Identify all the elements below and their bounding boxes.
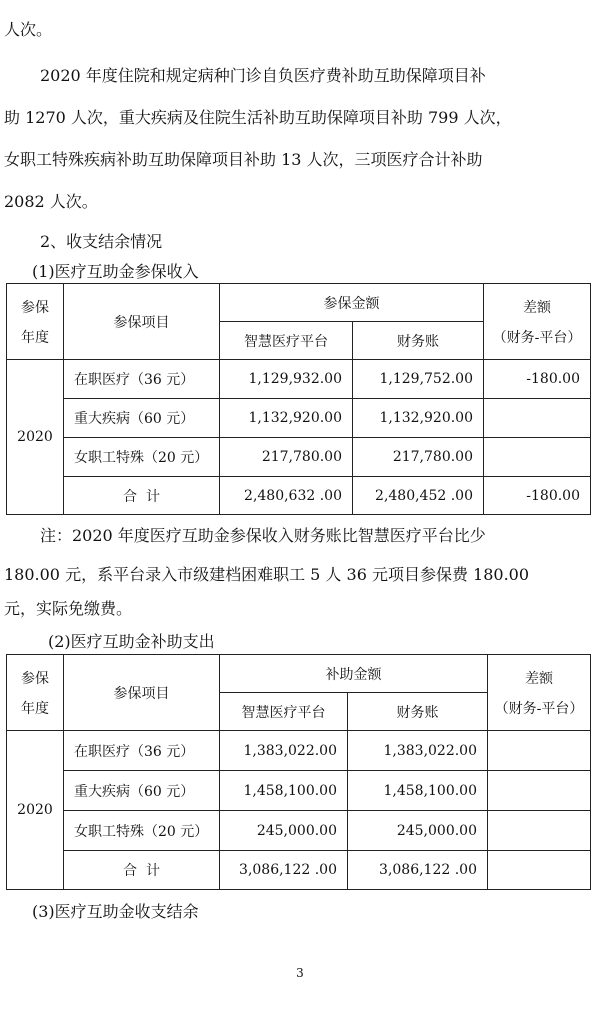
- item-cell: 女职工特殊（20 元）: [64, 811, 220, 851]
- text-line-continued: 人次。: [4, 20, 53, 39]
- section-heading: 2、收支结余情况: [40, 232, 163, 251]
- page-number: 3: [296, 966, 304, 980]
- finance-cell: 2,480,452 .00: [353, 477, 484, 515]
- header-year-line2: 年度: [21, 700, 49, 717]
- header-year-line1: 参保: [21, 670, 49, 687]
- header-diff: [488, 655, 591, 731]
- platform-cell: 217,780.00: [220, 438, 353, 477]
- table-row: [7, 360, 591, 399]
- diff-cell: [488, 851, 591, 890]
- paragraph-line: 女职工特殊疾病补助互助保障项目补助 13 人次，三项医疗合计补助: [4, 150, 483, 169]
- table-row: [7, 438, 591, 477]
- platform-cell: 1,132,920.00: [220, 399, 353, 438]
- header-year: [7, 284, 64, 360]
- item-cell: 重大疾病（60 元）: [64, 771, 220, 811]
- platform-cell: 3,086,122 .00: [220, 851, 348, 890]
- subsection-heading: (3)医疗互助金收支结余: [32, 902, 199, 921]
- header-item: 参保项目: [64, 284, 220, 360]
- finance-cell: 1,458,100.00: [348, 771, 488, 811]
- finance-cell: 1,132,920.00: [353, 399, 484, 438]
- diff-cell: [484, 438, 591, 477]
- year-cell: 2020: [7, 360, 64, 515]
- platform-cell: 2,480,632 .00: [220, 477, 353, 515]
- header-diff-line2: （财务-平台）: [492, 329, 582, 346]
- header-year: [7, 655, 64, 731]
- header-diff-line2: （财务-平台）: [494, 700, 584, 717]
- header-amount: 参保金额: [220, 284, 484, 322]
- header-year-line2: 年度: [21, 329, 49, 346]
- note-line: 180.00 元，系平台录入市级建档困难职工 5 人 36 元项目参保费 180.00: [4, 565, 530, 584]
- paragraph-line: 2020 年度住院和规定病种门诊自负医疗费补助互助保障项目补: [40, 66, 486, 85]
- header-finance: 财务账: [353, 322, 484, 360]
- item-cell: 合 计: [64, 851, 220, 890]
- header-diff-line1: 差额: [523, 299, 551, 316]
- subsection-heading: (1)医疗互助金参保收入: [32, 262, 199, 281]
- diff-cell: -180.00: [484, 477, 591, 515]
- paragraph-line: 2082 人次。: [4, 192, 98, 211]
- item-cell: 在职医疗（36 元）: [64, 360, 220, 399]
- finance-cell: 1,383,022.00: [348, 731, 488, 771]
- diff-cell: [488, 731, 591, 771]
- header-item: 参保项目: [64, 655, 220, 731]
- paragraph-line: 助 1270 人次，重大疾病及住院生活补助互助保障项目补助 799 人次，: [4, 108, 512, 127]
- diff-cell: [484, 399, 591, 438]
- table-row: [7, 811, 591, 851]
- table-row: [7, 399, 591, 438]
- platform-cell: 1,129,932.00: [220, 360, 353, 399]
- item-cell: 在职医疗（36 元）: [64, 731, 220, 771]
- diff-cell: [488, 771, 591, 811]
- header-diff: [484, 284, 591, 360]
- platform-cell: 1,458,100.00: [220, 771, 348, 811]
- platform-cell: 1,383,022.00: [220, 731, 348, 771]
- item-cell: 合 计: [64, 477, 220, 515]
- item-cell: 女职工特殊（20 元）: [64, 438, 220, 477]
- finance-cell: 1,129,752.00: [353, 360, 484, 399]
- header-diff-line1: 差额: [525, 670, 553, 687]
- table-row-total: [7, 851, 591, 890]
- platform-cell: 245,000.00: [220, 811, 348, 851]
- header-platform: 智慧医疗平台: [220, 322, 353, 360]
- diff-cell: -180.00: [484, 360, 591, 399]
- item-cell: 重大疾病（60 元）: [64, 399, 220, 438]
- finance-cell: 217,780.00: [353, 438, 484, 477]
- finance-cell: 245,000.00: [348, 811, 488, 851]
- header-amount: 补助金额: [220, 655, 488, 693]
- diff-cell: [488, 811, 591, 851]
- finance-cell: 3,086,122 .00: [348, 851, 488, 890]
- expense-table: [6, 654, 591, 890]
- note-line: 元，实际免缴费。: [4, 599, 133, 618]
- table-row: [7, 731, 591, 771]
- year-cell: 2020: [7, 731, 64, 890]
- income-table: [6, 283, 591, 515]
- header-finance: 财务账: [348, 693, 488, 731]
- table-row-total: [7, 477, 591, 515]
- header-platform: 智慧医疗平台: [220, 693, 348, 731]
- note-line: 注：2020 年度医疗互助金参保收入财务账比智慧医疗平台比少: [40, 526, 486, 545]
- header-year-line1: 参保: [21, 299, 49, 316]
- subsection-heading: (2)医疗互助金补助支出: [48, 632, 215, 651]
- table-row: [7, 771, 591, 811]
